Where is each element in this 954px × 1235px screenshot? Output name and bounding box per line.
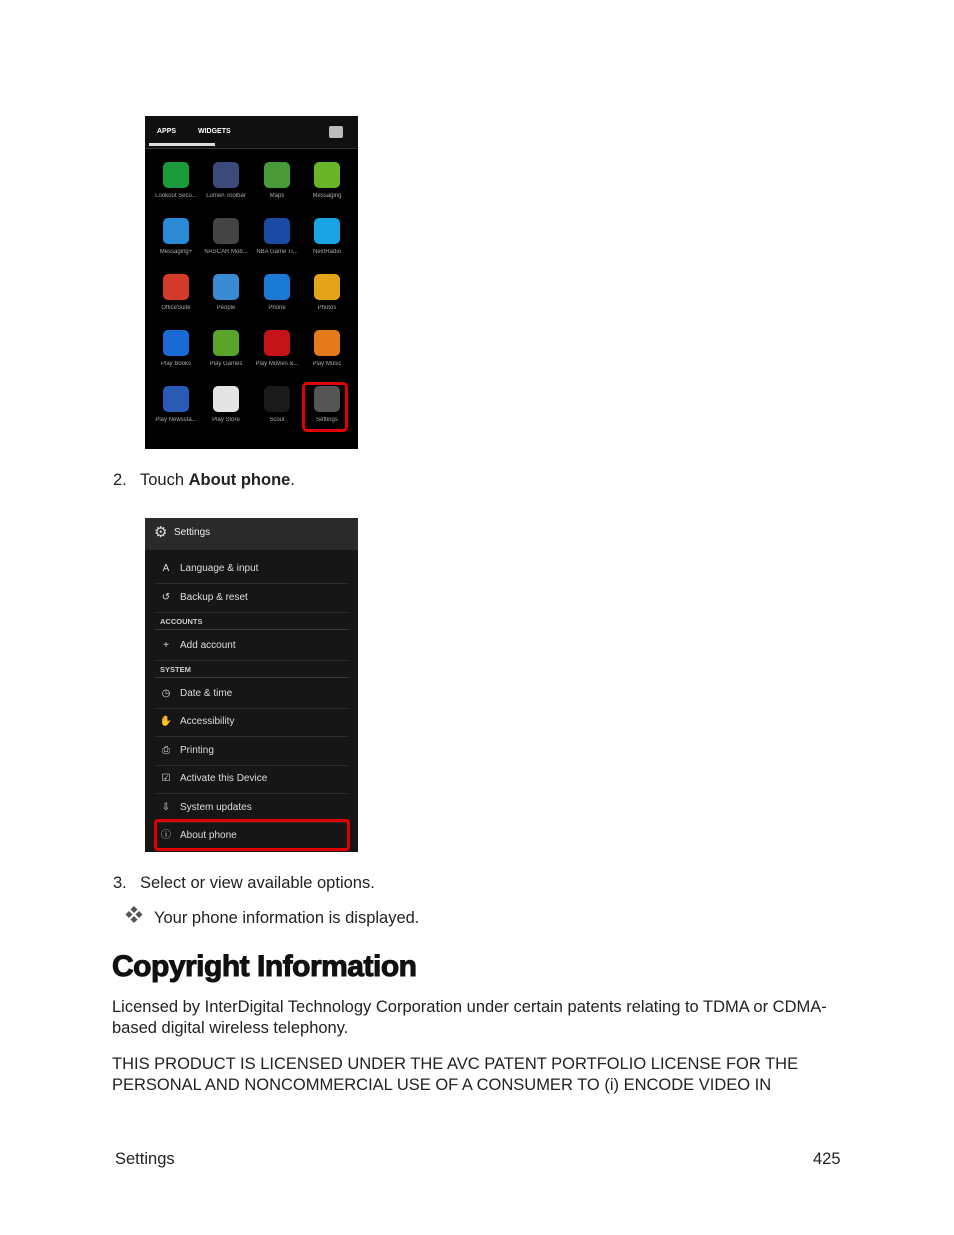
scout-icon (264, 386, 290, 412)
settings-item-date-time[interactable] (155, 680, 348, 709)
app-lumen-toolbar[interactable] (200, 156, 252, 212)
app-nascar-mob[interactable] (200, 212, 252, 268)
play-books-icon (163, 330, 189, 356)
app-label: Settings (316, 417, 338, 423)
settings-item-label: Backup & reset (180, 592, 248, 603)
play-games-icon (213, 330, 239, 356)
nba-game-ti-icon (264, 218, 290, 244)
section-accounts: ACCOUNTS (160, 617, 203, 626)
app-nba-game-ti[interactable] (251, 212, 303, 268)
paragraph-avc: THIS PRODUCT IS LICENSED UNDER THE AVC PATENT PORTFOLIO LICENSE FOR THE PERSONAL AND NONCOMMERCIAL USE OF A CONSUMER TO (i) ENCODE VIDEO IN (112, 1055, 799, 1094)
app-label: Photos (317, 305, 337, 311)
app-label: NextRadio (312, 249, 341, 255)
tab-widgets[interactable]: WIDGETS (198, 128, 231, 135)
settings-item-accessibility[interactable] (155, 708, 348, 737)
messaging-icon (163, 218, 189, 244)
app-label: Scout (269, 417, 285, 423)
step-2-bold: About phone (188, 471, 291, 489)
app-play-music[interactable] (301, 324, 353, 380)
app-label: Play Games (209, 361, 243, 367)
app-play-games[interactable] (200, 324, 252, 380)
checkbox-icon: ☑ (161, 773, 171, 784)
settings-item-label: Language & input (180, 563, 259, 574)
play-music-icon (314, 330, 340, 356)
settings-item-label: Date & time (180, 688, 233, 699)
step-2-text (140, 471, 295, 490)
people-icon (213, 274, 239, 300)
app-photos[interactable] (301, 268, 353, 324)
step-2-prefix: Touch (140, 471, 189, 489)
settings-item-label: About phone (180, 830, 237, 841)
app-play-newssta[interactable] (150, 380, 202, 436)
settings-screenshot (145, 518, 358, 852)
settings-highlight-box (302, 382, 348, 432)
messaging-icon (314, 162, 340, 188)
app-lookout-secu[interactable] (150, 156, 202, 212)
play-movies-icon (264, 330, 290, 356)
app-label: Lumen Toolbar (206, 193, 246, 199)
result-text: Your phone information is displayed. (154, 909, 420, 927)
lookout-secu-icon (163, 162, 189, 188)
divider (155, 629, 348, 630)
gear-icon: ⚙ (154, 524, 168, 541)
app-label: Play Books (160, 361, 191, 367)
app-play-movies[interactable] (251, 324, 303, 380)
plus-icon: + (163, 640, 169, 651)
diamond-bullet-icon (125, 906, 143, 924)
app-label: Phone (268, 305, 286, 311)
settings-item-label: Activate this Device (180, 773, 268, 784)
lumen-toolbar-icon (213, 162, 239, 188)
app-label: Play Newssta... (155, 417, 197, 423)
footer-section: Settings (115, 1150, 175, 1168)
tab-underline (149, 143, 215, 146)
app-label: Messaging (312, 193, 342, 199)
app-label: Maps (269, 193, 285, 199)
settings-title: Settings (174, 527, 211, 538)
page-number: 425 (813, 1150, 841, 1168)
step-2-number: 2. (113, 471, 127, 489)
settings-item-label: Add account (180, 640, 236, 651)
download-icon: ⇩ (161, 802, 171, 813)
app-label: Play Music (312, 361, 342, 367)
settings-item-label: Accessibility (180, 716, 235, 727)
divider (155, 677, 348, 678)
info-icon: ⓘ (161, 830, 171, 841)
clock-icon: ◷ (161, 688, 171, 699)
app-people[interactable] (200, 268, 252, 324)
photos-icon (314, 274, 340, 300)
settings-item-label: Printing (180, 745, 214, 756)
backup-icon: ↺ (161, 592, 171, 603)
app-maps[interactable] (251, 156, 303, 212)
app-label: OfficeSuite (161, 305, 191, 311)
app-label: Play Store (212, 417, 240, 423)
nextradio-icon (314, 218, 340, 244)
app-scout[interactable] (251, 380, 303, 436)
step-3-number: 3. (113, 874, 127, 892)
app-label: Messaging+ (159, 249, 193, 255)
nascar-mob-icon (213, 218, 239, 244)
officesuite-icon (163, 274, 189, 300)
settings-item-backup[interactable] (155, 584, 348, 613)
hand-icon: ✋ (159, 716, 173, 727)
language-icon: A (162, 563, 170, 574)
app-label: NBA Game Ti... (256, 249, 298, 255)
play-newssta-icon (163, 386, 189, 412)
phone-icon (264, 274, 290, 300)
app-label: Play Movies &... (255, 361, 299, 367)
app-nextradio[interactable] (301, 212, 353, 268)
app-officesuite[interactable] (150, 268, 202, 324)
app-label: NASCAR Mob... (204, 249, 248, 255)
settings-item-activate[interactable] (155, 765, 348, 794)
settings-item-printing[interactable] (155, 737, 348, 766)
printer-icon: ⎙ (162, 745, 170, 756)
app-play-store[interactable] (200, 380, 252, 436)
play-store-icon (213, 386, 239, 412)
app-label: Lookout Secu... (155, 193, 197, 199)
maps-icon (264, 162, 290, 188)
settings-item-add-account[interactable] (155, 632, 348, 661)
paragraph-license: Licensed by InterDigital Technology Corporation under certain patents relating to TDMA or CDMA-based digital wireless telephony. (112, 998, 827, 1037)
settings-header (145, 518, 358, 550)
section-heading: Copyright Information (112, 950, 417, 983)
app-label: People (216, 305, 236, 311)
app-messaging[interactable] (301, 156, 353, 212)
tab-apps[interactable]: APPS (157, 128, 177, 135)
drawer-tab-bar (145, 116, 358, 149)
store-icon[interactable] (329, 126, 343, 138)
app-phone[interactable] (251, 268, 303, 324)
about-phone-highlight-box (154, 819, 350, 851)
section-system: SYSTEM (160, 665, 191, 674)
app-messaging[interactable] (150, 212, 202, 268)
settings-item-label: System updates (180, 802, 252, 813)
step-3-text: Select or view available options. (140, 874, 375, 892)
step-2-suffix: . (290, 471, 295, 489)
app-drawer-screenshot (145, 116, 358, 449)
app-play-books[interactable] (150, 324, 202, 380)
settings-item-language[interactable] (155, 555, 348, 584)
